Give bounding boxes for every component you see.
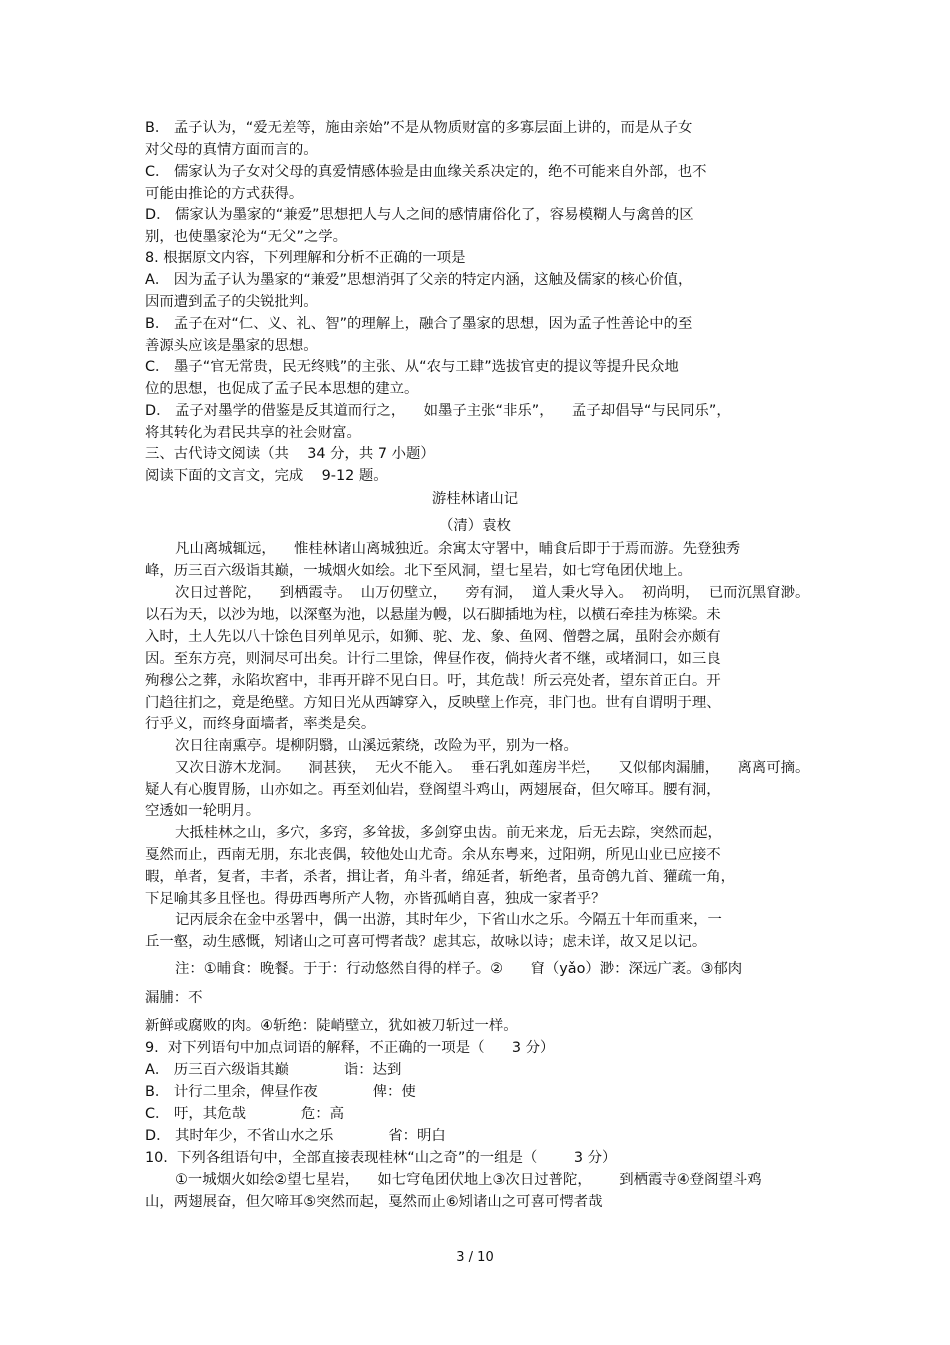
question-8: 8. 根据原文内容，下列理解和分析不正确的一项是 — [145, 250, 466, 266]
option-line: D． 其时年少，不省山水之乐 省：明白 — [145, 1128, 446, 1144]
text-line: 位的思想，也促成了孟子民本思想的建立。 — [145, 381, 419, 397]
text-line: 以石为天，以沙为地，以深壑为池，以悬崖为幔，以石脚插地为柱，以横石牵挂为栋梁。未 — [145, 607, 721, 623]
text-line: ①一城烟火如绘②望七星岩， 如七穹龟团伏地上③次日过普陀， 到栖霞寺④登阁望斗鸡 — [175, 1172, 762, 1188]
text-line: 空透如一轮明月。 — [145, 803, 261, 819]
text-line: B． 孟子在对“仁、义、礼、智”的理解上，融合了墨家的思想，因为孟子性善论中的至 — [145, 316, 693, 332]
text-line: 对父母的真情方面而言的。 — [145, 142, 318, 158]
text-line: 下足喻其多且怪也。得毋西粤所产人物，亦皆孤峭自喜，独成一家者乎？ — [145, 891, 606, 907]
text-line: 戛然而止，西南无朋，东北丧偶，较他处山尤奇。余从东粤来，过阳朔，所见山业已应接不 — [145, 847, 721, 863]
text-line: 将其转化为君民共享的社会财富。 — [145, 425, 361, 441]
option-line: B． 计行二里余，俾昼作夜 俾：使 — [145, 1084, 416, 1100]
option-line: A． 历三百六级诣其巅 诣：达到 — [145, 1062, 402, 1078]
text-line: 殉穆公之葬，永陷坎窞中，非再开辟不见白日。吁，其危哉！所云亮处者，望东首正白。开 — [145, 673, 721, 689]
text-line: 可能由推论的方式获得。 — [145, 186, 304, 202]
annotation-note: 注：①晡食：晚餐。于于：行动悠然自得的样子。② 窅（yǎo）渺：深远广袤。③郁肉 — [175, 961, 743, 977]
text-line: 阅读下面的文言文，完成 9-12 题。 — [145, 468, 388, 484]
text-line: 大抵桂林之山，多穴，多窍，多耸拔，多剑穿虫齿。前无来龙，后无去踪，突然而起， — [175, 825, 722, 841]
text-line: 行乎义，而终身面墙者，率类是矣。 — [145, 716, 376, 732]
text-line: 次日过普陀， 到栖霞寺。 山万仞壁立， 旁有洞， 道人秉火导入。 初尚明， 已而沉黑窅渺。 — [175, 585, 810, 601]
text-line: 疑人有心腹胃肠，山亦如之。再至刘仙岩，登阁望斗鸡山，两翅展奋，但欠啼耳。腰有洞， — [145, 782, 721, 798]
text-line: 山，两翅展奋，但欠啼耳⑤突然而起，戛然而止⑥矧诸山之可喜可愕者哉 — [145, 1194, 603, 1210]
text-line: 记丙辰余在金中丞署中，偶一出游，其时年少，下省山水之乐。今隔五十年而重来，一 — [175, 912, 722, 928]
text-line: 凡山离城辄远， 惟桂林诸山离城独近。余寓太守署中，晡食后即于于焉而游。先登独秀 — [175, 541, 741, 557]
annotation-note: 漏脯：不 — [145, 990, 203, 1006]
text-line: 丘一壑，动生感慨，矧诸山之可喜可愕者哉？虑其忘，故咏以诗；虑未详，故又足以记。 — [145, 934, 707, 950]
text-line: 因而遭到孟子的尖锐批判。 — [145, 294, 318, 310]
text-line: B． 孟子认为，“爱无差等，施由亲始”不是从物质财富的多寡层面上讲的，而是从子女 — [145, 120, 693, 136]
text-line: D． 孟子对墨学的借鉴是反其道而行之， 如墨子主张“非乐”， 孟子却倡导“与民同乐”， — [145, 403, 731, 419]
page-number: 3 / 10 — [456, 1250, 494, 1265]
question-10: 10. 下列各组语句中，全部直接表现桂林“山之奇”的一组是（ 3 分） — [145, 1150, 617, 1166]
text-line: D． 儒家认为墨家的“兼爱”思想把人与人之间的感情庸俗化了，容易模糊人与禽兽的区 — [145, 207, 694, 223]
option-line: C． 吁，其危哉 危：高 — [145, 1106, 345, 1122]
text-line: 门趋往扪之，竟是绝壁。方知日光从西罅穿入，反映壁上作亮，非门也。世有自谓明于理、 — [145, 695, 721, 711]
text-line: C． 儒家认为子女对父母的真爱情感体验是由血缘关系决定的，绝不可能来自外部，也不 — [145, 164, 707, 180]
text-line: 又次日游木龙洞。 洞甚狭， 无火不能入。 垂石乳如莲房半烂， 又似郁肉漏脯， 离离可摘。 — [175, 760, 810, 776]
text-line: 暇，单者，复者，丰者，杀者，揖让者，角斗者，绵延者，斩绝者，虽奇鸧九首、獾疏一角， — [145, 869, 736, 885]
question-9: 9. 对下列语句中加点词语的解释，不正确的一项是（ 3 分） — [145, 1040, 555, 1056]
passage-author: （清）袁枚 — [439, 518, 511, 534]
text-line: C． 墨子“官无常贵，民无终贱”的主张、从“农与工肆”选拔官吏的提议等提升民众地 — [145, 359, 679, 375]
text-line: A． 因为孟子认为墨家的“兼爱”思想消弭了父亲的特定内涵，这触及儒家的核心价值， — [145, 272, 693, 288]
text-line: 别，也使墨家沦为“无父”之学。 — [145, 229, 347, 245]
text-line: 善源头应该是墨家的思想。 — [145, 338, 318, 354]
passage-title: 游桂林诸山记 — [431, 491, 519, 507]
text-line: 入时，土人先以八十馀色目列单见示，如狮、驼、龙、象、鱼网、僧磬之属，虽附会亦颇有 — [145, 629, 721, 645]
text-line: 因。至东方亮，则洞尽可出矣。计行二里馀，俾昼作夜，倘持火者不继，或堵洞口，如三良 — [145, 651, 721, 667]
text-line: 峰，历三百六级诣其巅，一城烟火如绘。北下至风洞，望七星岩，如七穹龟团伏地上。 — [145, 563, 692, 579]
section-heading: 三、古代诗文阅读（共 34 分，共 7 小题） — [145, 446, 435, 462]
text-line: 次日往南熏亭。堤柳阴翳，山溪远萦绕，改险为平，别为一格。 — [175, 738, 578, 754]
annotation-note: 新鲜或腐败的肉。④斩绝：陡峭壁立，犹如被刀斩过一样。 — [145, 1018, 518, 1034]
